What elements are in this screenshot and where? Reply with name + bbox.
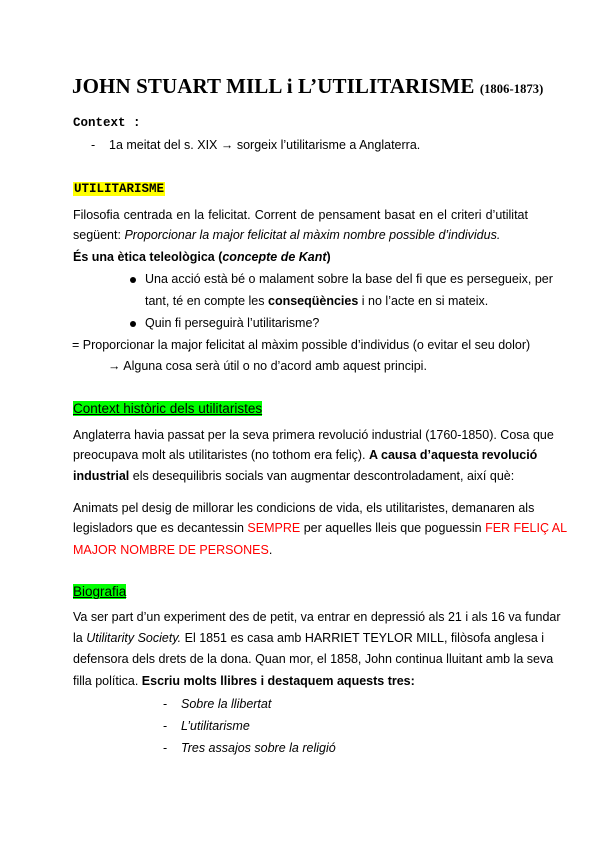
context-historic-heading: Context històric dels utilitaristes bbox=[73, 401, 263, 416]
equals-line: = Proporcionar la major felicitat al màxim possible d’individus (o evitar el seu dolor) bbox=[72, 338, 531, 352]
title-dates: (1806-1873) bbox=[479, 82, 544, 96]
historic-p1-line2: preocupava molt als utilitaristes (no tothom era feliç). A causa d’aquesta revolució bbox=[73, 448, 538, 462]
bullet1-line1: Una acció està bé o malament sobre la base del fi que es persegueix, per bbox=[145, 272, 553, 286]
bio-line4: filla política. Escriu molts llibres i destaquem aquests tres: bbox=[73, 674, 415, 688]
dash-marker: - bbox=[91, 138, 96, 152]
bullet-marker bbox=[130, 277, 136, 283]
bio-line2: la Utilitarity Society. El 1851 es casa amb HARRIET TEYLOR MILL, filòsofa anglesa i bbox=[73, 631, 545, 645]
dash-marker: - bbox=[163, 697, 168, 711]
bullet1-line2: tant, té en compte les conseqüències i no l’acte en si mateix. bbox=[145, 294, 489, 308]
title-text: JOHN STUART MILL i L’UTILITARISME bbox=[72, 74, 475, 98]
bio-line3: defensora dels drets de la dona. Quan mor, el 1858, John continua lluitant amb la seva bbox=[73, 652, 554, 666]
historic-p2-line3: MAJOR NOMBRE DE PERSONES. bbox=[73, 543, 273, 557]
historic-p2-line1: Animats pel desig de millorar les condicions de vida, els utilitaristes, demanaren als bbox=[73, 501, 535, 515]
utilitarisme-definition-line2: següent: Proporcionar la major felicitat al màxim nombre possible d’individus. bbox=[73, 228, 501, 242]
bio-line1: Va ser part d’un experiment des de petit, va entrar en depressió als 21 i als 16 va fundar bbox=[73, 610, 561, 624]
biografia-heading: Biografia bbox=[73, 584, 127, 599]
book-item: L’utilitarisme bbox=[181, 719, 250, 733]
book-item: Sobre la llibertat bbox=[181, 697, 272, 711]
bullet-marker bbox=[130, 321, 136, 327]
dash-marker: - bbox=[163, 719, 168, 733]
dash-marker: - bbox=[163, 741, 168, 755]
utilitarisme-heading: UTILITARISME bbox=[74, 182, 165, 196]
historic-p2-line2: legisladors que es decantessin SEMPRE per aquelles lleis que poguessin FER FELIÇ AL bbox=[73, 521, 568, 535]
arrow-line: → Alguna cosa serà útil o no d’acord amb aquest principi. bbox=[108, 359, 427, 373]
historic-p1-line3: industrial els desequilibris socials van augmentar descontroladament, així què: bbox=[73, 469, 515, 483]
bullet2: Quin fi perseguirà l’utilitarisme? bbox=[145, 316, 320, 330]
context-label: Context : bbox=[73, 116, 141, 130]
book-item: Tres assajos sobre la religió bbox=[181, 741, 336, 755]
historic-p1-line1: Anglaterra havia passat per la seva primera revolució industrial (1760-1850). Cosa que bbox=[73, 428, 554, 442]
utilitarisme-definition-line1: Filosofia centrada en la felicitat. Corrent de pensament basat en el criteri d’utilitat bbox=[73, 208, 528, 222]
ethics-line: És una ètica teleològica (concepte de Kant) bbox=[73, 250, 331, 264]
context-item: 1a meitat del s. XIX → sorgeix l’utilitarisme a Anglaterra. bbox=[109, 138, 421, 152]
page-title bbox=[72, 74, 543, 99]
